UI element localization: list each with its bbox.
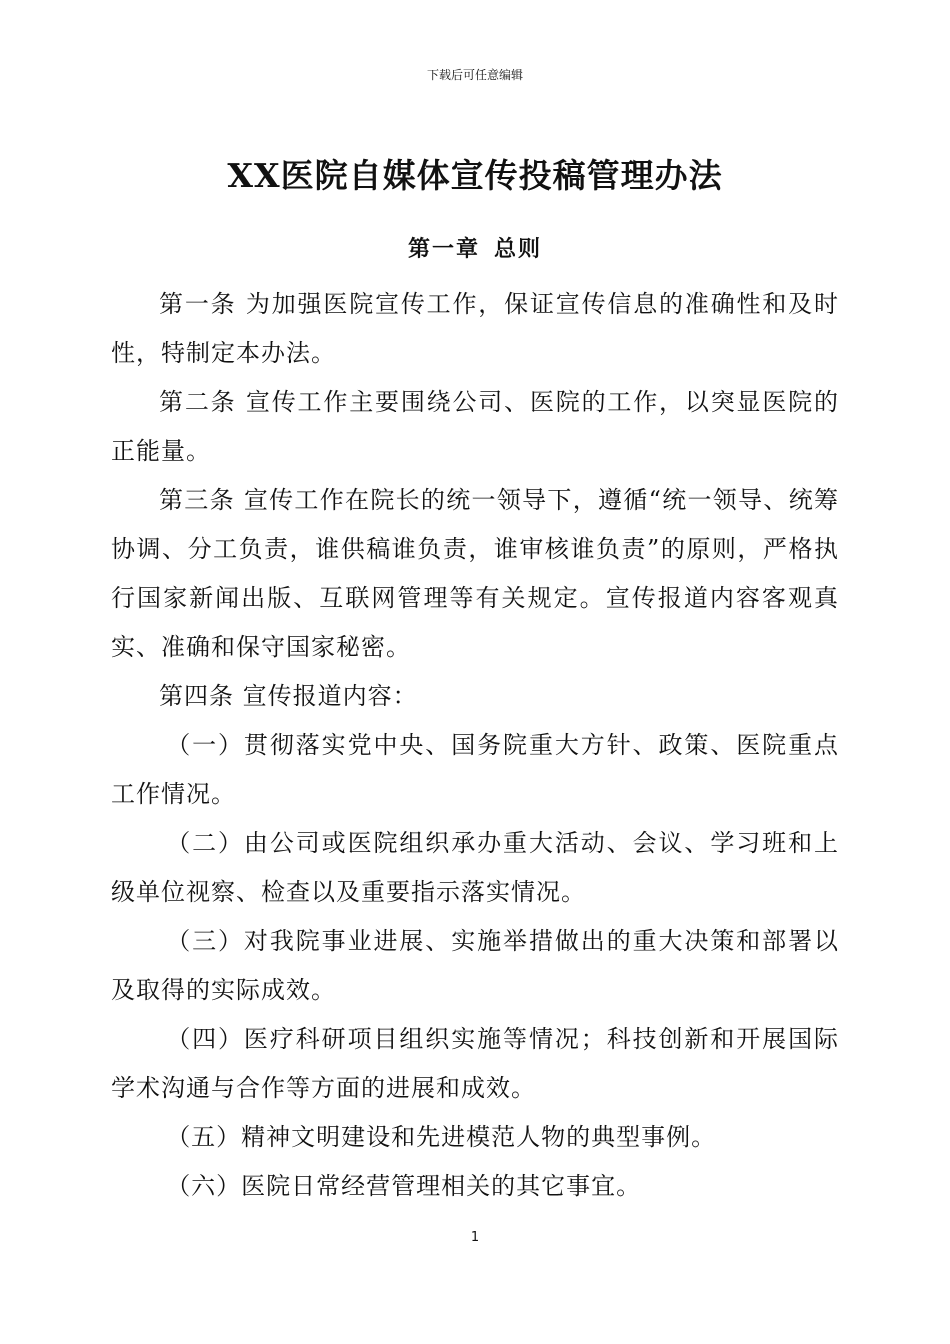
chapter-name: 总则 bbox=[494, 236, 543, 262]
chapter-heading bbox=[0, 232, 950, 263]
article-2: 第二条 宣传工作主要围绕公司、医院的工作，以突显医院的正能量。 bbox=[111, 388, 839, 465]
list-item-6: （六）医院日常经营管理相关的其它事宜。 bbox=[166, 1172, 642, 1200]
list-item-1: （一）贯彻落实党中央、国务院重大方针、政策、医院重点工作情况。 bbox=[111, 731, 839, 808]
list-item-2: （二）由公司或医院组织承办重大活动、会议、学习班和上级单位视察、检查以及重要指示落实情况。 bbox=[111, 829, 839, 906]
article-4: 第四条 宣传报道内容： bbox=[159, 682, 418, 710]
document-body bbox=[111, 280, 839, 1211]
list-item-4: （四）医疗科研项目组织实施等情况；科技创新和开展国际学术沟通与合作等方面的进展和成效。 bbox=[111, 1025, 839, 1102]
chapter-number: 第一章 bbox=[407, 236, 480, 262]
article-3: 第三条 宣传工作在院长的统一领导下，遵循“统一领导、统筹协调、分工负责，谁供稿谁负责，谁审核谁负责”的原则，严格执行国家新闻出版、互联网管理等有关规定。宣传报道内容客观真实、准确和保守国家秘密。 bbox=[111, 486, 839, 661]
list-item-3: （三）对我院事业进展、实施举措做出的重大决策和部署以及取得的实际成效。 bbox=[111, 927, 839, 1004]
article-1: 第一条 为加强医院宣传工作，保证宣传信息的准确性和及时性，特制定本办法。 bbox=[111, 290, 839, 367]
list-item-5: （五）精神文明建设和先进模范人物的典型事例。 bbox=[166, 1123, 717, 1151]
page-number: 1 bbox=[470, 1230, 480, 1245]
document-title: XX医院自媒体宣传投稿管理办法 bbox=[227, 156, 723, 195]
page-header-note: 下载后可任意编辑 bbox=[426, 68, 523, 82]
